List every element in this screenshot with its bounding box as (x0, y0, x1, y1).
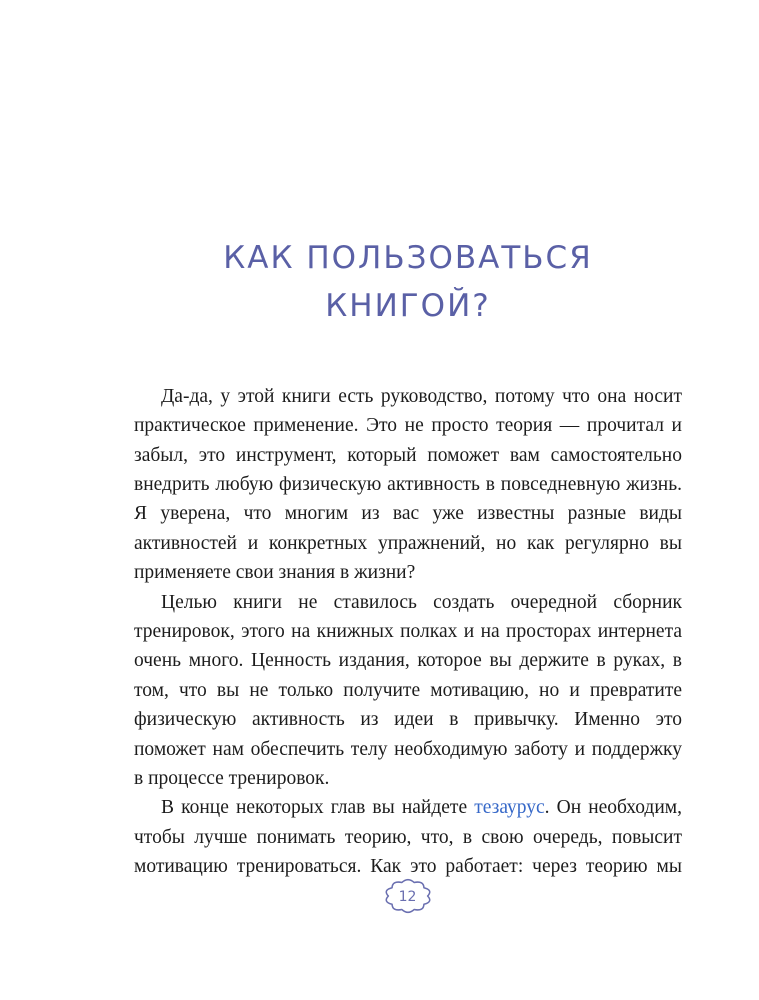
paragraph-3-after-link: . Он необходим, чтобы лучше понимать теорию, что, в свою очередь, повысит мотивацию тренироваться. Как это работает: через теорию мы (134, 797, 683, 878)
page-content (134, 0, 682, 882)
paragraph-3-before-link: В конце некоторых глав вы найдете (161, 797, 475, 819)
paragraph-2: Целью книги не ставилось создать очередной сборник тренировок, этого на книжных полках и на просторах интернета очень много. Ценность издания, которое вы держите в руках, в том, что вы не только получите мотивацию, но и превратите физическую активность из идеи в привычку. Именно это поможет нам обеспечить телу необходимую заботу и поддержку в процессе тренировок. (134, 591, 682, 789)
paragraph-3 (134, 793, 682, 881)
chapter-title (134, 0, 682, 328)
page-number: 12 (398, 888, 417, 905)
chapter-title-line-1: КАК ПОЛЬЗОВАТЬСЯ (223, 240, 593, 276)
paragraph-1: Да-да, у этой книги есть руководство, потому что она носит практическое применение. Это не просто теория — прочитал и забыл, это инструмент, который поможет вам самостоятельно внедрить любую физическую активность в повседневную жизнь. Я уверена, что многим из вас уже известны разные виды активностей и конкретных упражнений, но как регулярно вы применяете свои знания в жизни? (134, 385, 682, 584)
thesaurus-link[interactable]: тезаурус (474, 797, 545, 819)
body-text (134, 382, 682, 882)
page-number-badge (384, 876, 432, 916)
chapter-title-line-2: КНИГОЙ? (325, 287, 491, 324)
